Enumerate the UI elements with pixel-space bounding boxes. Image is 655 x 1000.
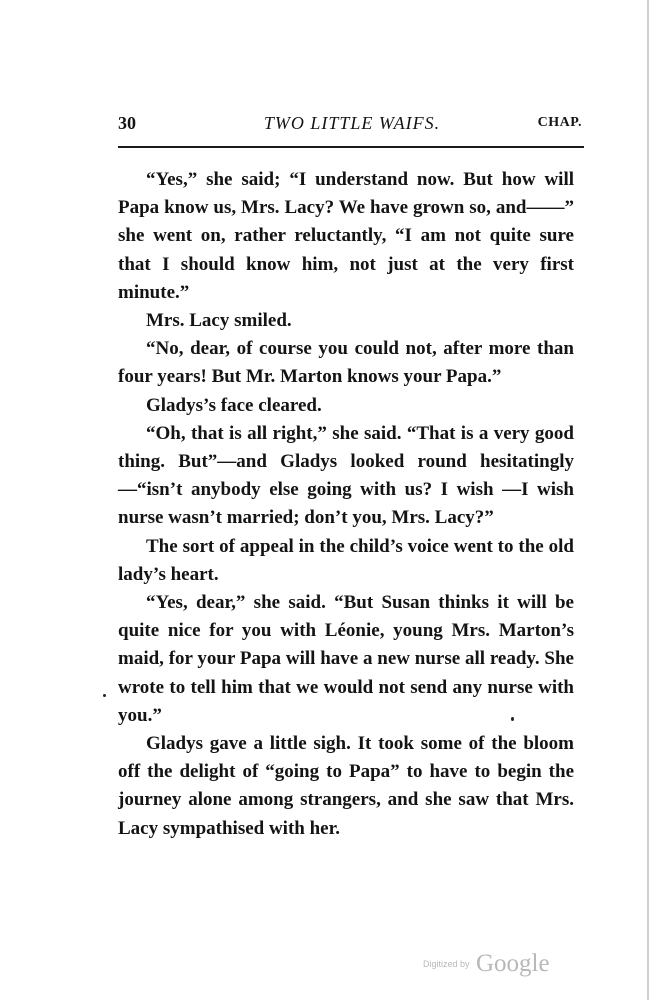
paragraph: “Yes, dear,” she said. “But Susan thinks it will be quite nice for you with Léonie, young Mrs. Marton’s maid, for your Papa will have a new nurse all ready. She wrote to tell him that we would not send any nurse with you.” <box>118 592 574 726</box>
header-rule <box>118 146 584 148</box>
watermark-prefix: Digitized by <box>423 959 470 969</box>
watermark-brand: Google <box>475 950 550 977</box>
page-header <box>118 113 586 139</box>
paragraph: “Oh, that is all right,” she said. “That is a very good thing. But”—and Gladys looked round hesitatingly—“isn’t anybody else going with us? I wish —I wish nurse wasn’t married; don’t you, Mrs. Lacy?” <box>118 422 574 529</box>
body-text <box>118 166 574 843</box>
scan-speck <box>103 694 106 697</box>
chapter-label: CHAP. <box>537 115 582 130</box>
scan-edge <box>647 0 649 1000</box>
paragraph: “Yes,” she said; “I understand now. But how will Papa know us, Mrs. Lacy? We have grown so, and——” she went on, rather reluctantly, “I am not quite sure that I should know him, not just at the very first minute.” <box>118 169 574 303</box>
page-number: 30 <box>118 113 136 133</box>
paragraph: The sort of appeal in the child’s voice went to the old lady’s heart. <box>118 535 574 585</box>
running-title: TWO LITTLE WAIFS. <box>263 113 441 133</box>
paragraph: “No, dear, of course you could not, after more than four years! But Mr. Marton knows your Papa.” <box>118 338 574 388</box>
paragraph: Gladys gave a little sigh. It took some of the bloom off the delight of “going to Papa” to have to begin the journey alone among strangers, and she saw that Mrs. Lacy sympathised with her. <box>118 733 574 839</box>
paragraph: Gladys’s face cleared. <box>146 394 322 416</box>
digitized-watermark <box>423 950 550 978</box>
paragraph: Mrs. Lacy smiled. <box>146 310 292 332</box>
scan-speck <box>511 717 514 721</box>
